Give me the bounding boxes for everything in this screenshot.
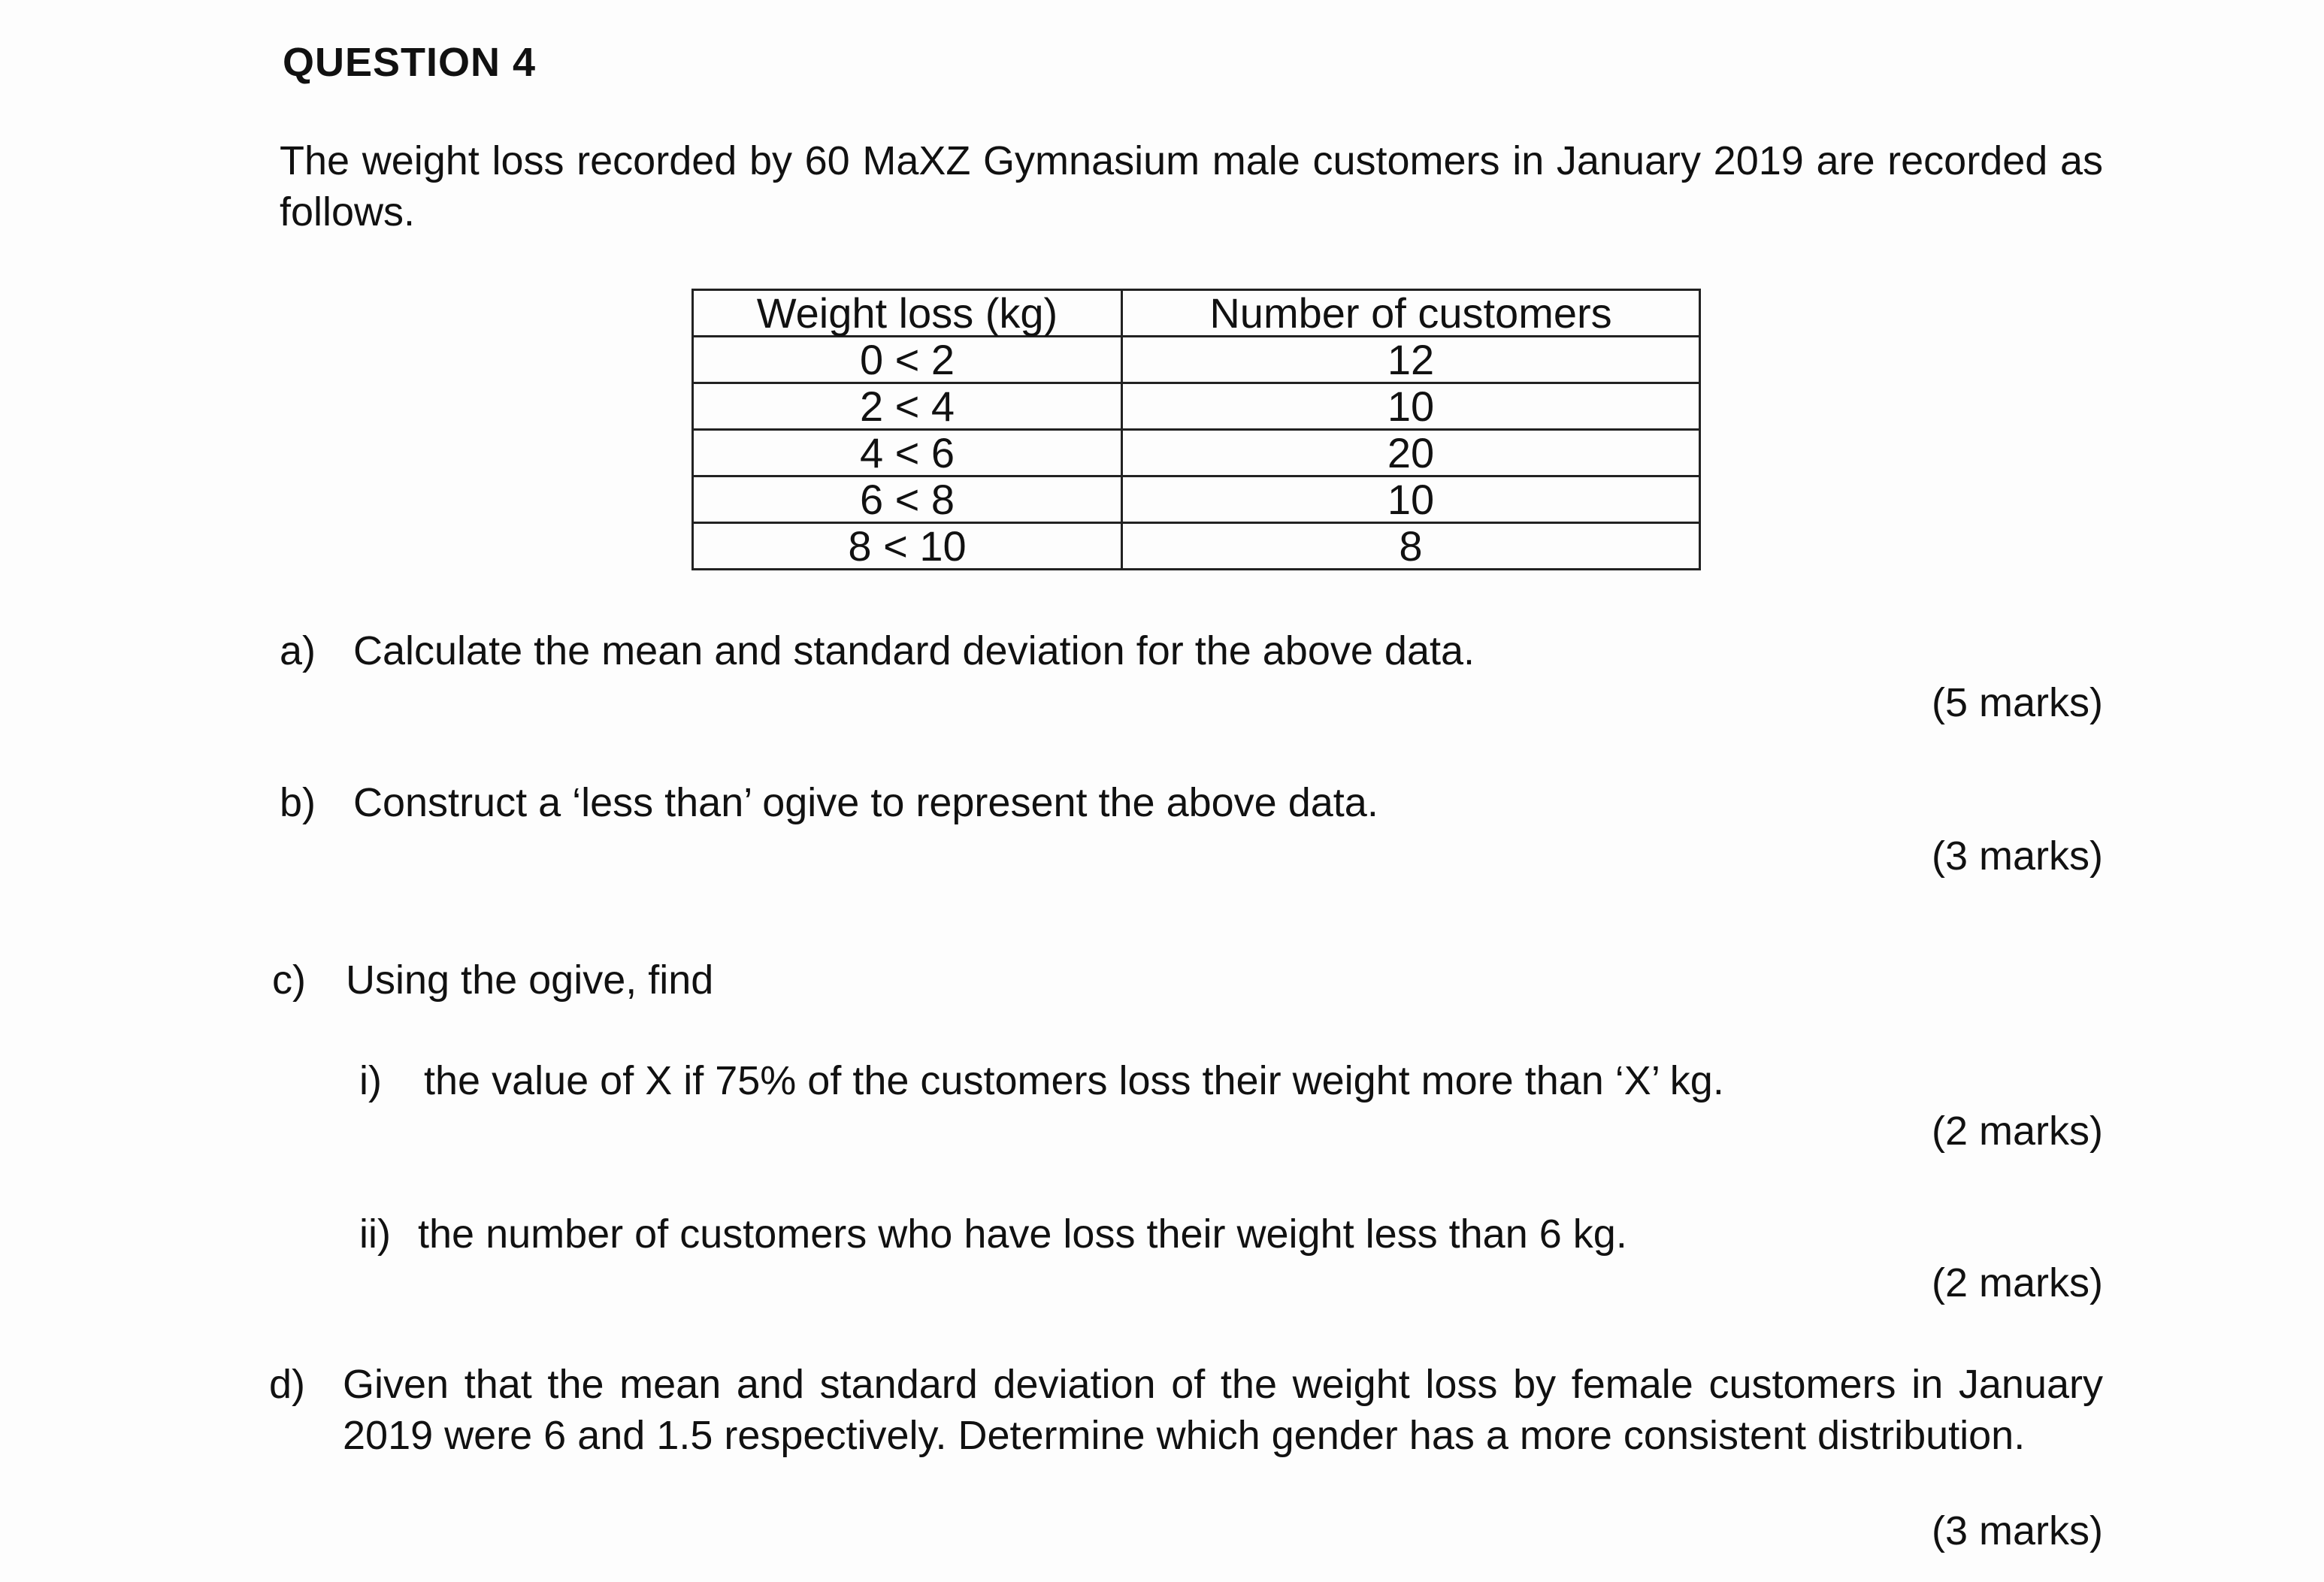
- customers-cell: 12: [1122, 337, 1700, 383]
- question-c-i-marks: (2 marks): [1932, 1109, 2103, 1154]
- customers-cell: 20: [1122, 430, 1700, 476]
- question-title: QUESTION 4: [283, 40, 537, 85]
- question-b-label: b): [280, 780, 316, 825]
- question-a: [280, 625, 2159, 676]
- question-c: [272, 954, 2151, 1006]
- question-c-ii-label: ii): [359, 1211, 391, 1257]
- question-c-ii-text: the number of customers who have loss their weight less than 6 kg.: [418, 1211, 1627, 1257]
- table-row: [693, 383, 1700, 430]
- question-c-label: c): [272, 957, 306, 1003]
- frequency-table: [691, 289, 1701, 570]
- column-header-weight-loss: Weight loss (kg): [693, 290, 1122, 337]
- weight-loss-cell: 6 < 8: [693, 476, 1122, 523]
- weight-loss-cell: 4 < 6: [693, 430, 1122, 476]
- table-row: [693, 337, 1700, 383]
- question-d: [269, 1359, 2103, 1517]
- question-b-text: Construct a ‘less than’ ogive to represent the above data.: [353, 780, 1378, 825]
- question-intro: The weight loss recorded by 60 MaXZ Gymnasium male customers in January 2019 are recorded as follows.: [280, 138, 2103, 234]
- question-c-i-label: i): [359, 1058, 382, 1103]
- table-row: [693, 476, 1700, 523]
- question-c-ii-marks: (2 marks): [1932, 1260, 2103, 1305]
- customers-cell: 10: [1122, 476, 1700, 523]
- question-b-marks: (3 marks): [1932, 833, 2103, 879]
- question-a-marks: (5 marks): [1932, 680, 2103, 725]
- customers-cell: 8: [1122, 523, 1700, 570]
- weight-loss-cell: 0 < 2: [693, 337, 1122, 383]
- customers-cell: 10: [1122, 383, 1700, 430]
- question-a-label: a): [280, 628, 316, 673]
- question-c-text: Using the ogive, find: [346, 957, 714, 1003]
- weight-loss-cell: 2 < 4: [693, 383, 1122, 430]
- question-d-label: d): [269, 1362, 306, 1407]
- question-c-i-text: the value of X if 75% of the customers loss their weight more than ‘X’ kg.: [424, 1058, 1724, 1103]
- question-d-marks: (3 marks): [1932, 1508, 2103, 1553]
- table-header-row: [693, 290, 1700, 337]
- table-row: [693, 523, 1700, 570]
- question-b: [280, 777, 2159, 828]
- column-header-customers: Number of customers: [1122, 290, 1700, 337]
- table-row: [693, 430, 1700, 476]
- question-d-text: Given that the mean and standard deviation of the weight loss by female customers in January 2019 were 6 and 1.5 respectively. Determine which gender has a more consistent distribution.: [343, 1362, 2103, 1458]
- question-a-text: Calculate the mean and standard deviation for the above data.: [353, 628, 1475, 673]
- question-c-i: [359, 1055, 2163, 1106]
- weight-loss-cell: 8 < 10: [693, 523, 1122, 570]
- question-c-ii: [359, 1208, 2163, 1260]
